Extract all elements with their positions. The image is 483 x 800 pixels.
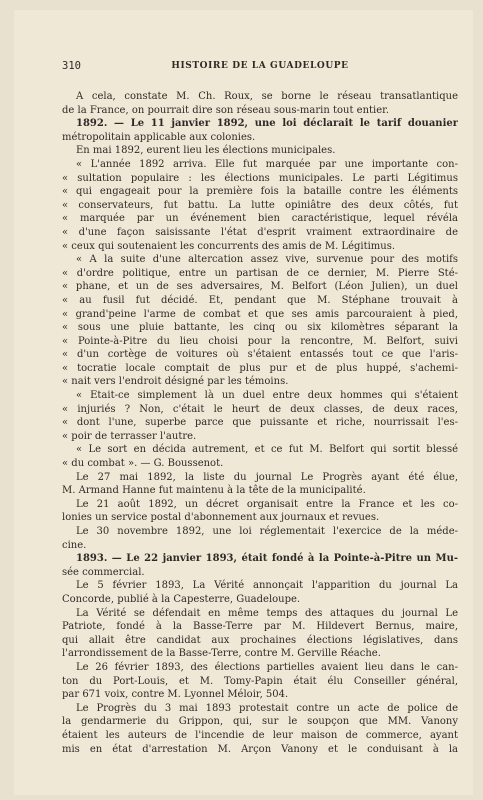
- text-line: « dont l'une, superbe parce que puissante et riche, nourrissait l'es-: [62, 417, 458, 429]
- text-line: « phane, et un de ses adversaires, M. Belfort (Léon Julien), un duel: [62, 281, 458, 293]
- text-line: « conservateurs, fut battu. La lutte opiniâtre des deux côtés, fut: [62, 199, 458, 211]
- text-line: sée commercial.: [62, 566, 145, 578]
- text-line: « poir de terrasser l'autre.: [62, 430, 197, 442]
- text-line: « A la suite d'une altercation assez vive, survenue pour des motifs: [76, 254, 458, 266]
- text-line: « du combat ». — G. Boussenot.: [62, 458, 224, 470]
- text-line: Patriote, fondé à la Basse-Terre par M. Hildevert Bernus, maire,: [62, 621, 458, 633]
- body-text: [62, 90, 458, 756]
- text-line: La Vérité se défendait en même temps des attaques du journal Le: [76, 607, 458, 619]
- text-line: étaient les auteurs de l'incendie de leur maison de commerce, ayant: [62, 729, 458, 741]
- text-line: « injuriés ? Non, c'était le heurt de deux classes, de deux races,: [62, 403, 458, 415]
- text-line: Le 26 février 1893, des élections partielles avaient lieu dans le can-: [76, 661, 458, 673]
- text-line: « tocratie locale comptait de plus pur et de plus huppé, s'achemi-: [62, 362, 458, 374]
- text-line: « Le sort en décida autrement, et ce fut M. Belfort qui sortit blessé: [76, 444, 458, 456]
- text-line: M. Armand Hanne fut maintenu à la tête de la municipalité.: [62, 485, 366, 497]
- text-line: Le 30 novembre 1892, une loi réglementait l'exercice de la méde-: [76, 526, 458, 537]
- text-line: « ceux qui soutenaient les concurrents des amis de M. Légitimus.: [62, 240, 396, 252]
- text-line: Le Progrès du 3 mai 1893 protestait contre un acte de police de: [76, 702, 458, 714]
- page-number: 310: [62, 60, 81, 72]
- text-line: Concorde, publié à la Capesterre, Guadeloupe.: [62, 593, 301, 605]
- text-line: « d'ordre politique, entre un partisan de ce dernier, M. Pierre Sté-: [62, 267, 458, 279]
- text-line: mis en état d'arrestation M. Arçon Vanony et le conduisant à la: [62, 743, 458, 755]
- text-line: 1892. — Le 11 janvier 1892, une loi déclarait le tarif douanier: [76, 118, 458, 130]
- text-line: la gendarmerie du Grippon, qui, sur le soupçon que MM. Vanony: [62, 716, 458, 728]
- text-line: lonies un service postal d'abonnement aux journaux et revues.: [62, 512, 380, 524]
- text-line: « Etait-ce simplement là un duel entre deux hommes qui s'étaient: [76, 390, 458, 402]
- text-line: « marquée par un événement bien caractéristique, lequel révéla: [62, 213, 458, 225]
- text-line: 1893. — Le 22 janvier 1893, était fondé à la Pointe-à-Pitre un Mu-: [76, 553, 458, 565]
- text-line: par 671 voix, contre M. Lyonnel Méloir, 504.: [62, 689, 289, 701]
- text-line: qui allait être candidat aux prochaines élections législatives, dans: [62, 634, 458, 646]
- text-line: « qui engageait pour la première fois la bataille contre les éléments: [62, 186, 458, 198]
- text-line: ton du Port-Louis, et M. Tomy-Papin était élu Conseiller général,: [62, 675, 458, 687]
- text-line: « sous une pluie battante, les cinq ou six kilomètres séparant la: [62, 322, 458, 334]
- text-line: Le 5 février 1893, La Vérité annonçait l'apparition du journal La: [76, 580, 458, 592]
- text-line: Le 21 août 1892, un décret organisait entre la France et les co-: [76, 498, 458, 510]
- page-header: [62, 60, 458, 76]
- running-title: HISTOIRE DE LA GUADELOUPE: [171, 61, 349, 71]
- text-line: « nait vers l'endroit désigné par les témoins.: [62, 376, 289, 388]
- text-line: « d'une façon saisissante l'état d'esprit vraiment extraordinaire de: [62, 226, 458, 238]
- text-line: cine.: [62, 539, 87, 551]
- text-line: « d'un cortège de voitures où s'étaient entassés tout ce que l'aris-: [62, 349, 458, 361]
- text-line: « L'année 1892 arriva. Elle fut marquée par une importante con-: [76, 158, 458, 170]
- text-line: En mai 1892, eurent lieu les élections municipales.: [76, 145, 336, 157]
- text-line: « grand'peine l'arme de combat et que ses amis parcouraient à pied,: [62, 308, 458, 320]
- text-line: « au fusil fut décidé. Et, pendant que M. Stéphane trouvait à: [62, 294, 458, 306]
- text-line: « Pointe-à-Pitre du lieu choisi pour la rencontre, M. Belfort, suivi: [62, 335, 458, 347]
- text-line: « sultation populaire : les élections municipales. Le parti Légitimus: [62, 172, 458, 184]
- text-line: A cela, constate M. Ch. Roux, se borne le réseau transatlantique: [76, 91, 458, 102]
- text-line: de la France, on pourrait dire son réseau sous-marin tout entier.: [62, 104, 390, 116]
- text-line: Le 27 mai 1892, la liste du journal Le Progrès ayant été élue,: [76, 471, 458, 483]
- text-line: l'arrondissement de la Basse-Terre, contre M. Gerville Réache.: [62, 648, 381, 660]
- text-line: métropolitain applicable aux colonies.: [62, 131, 256, 143]
